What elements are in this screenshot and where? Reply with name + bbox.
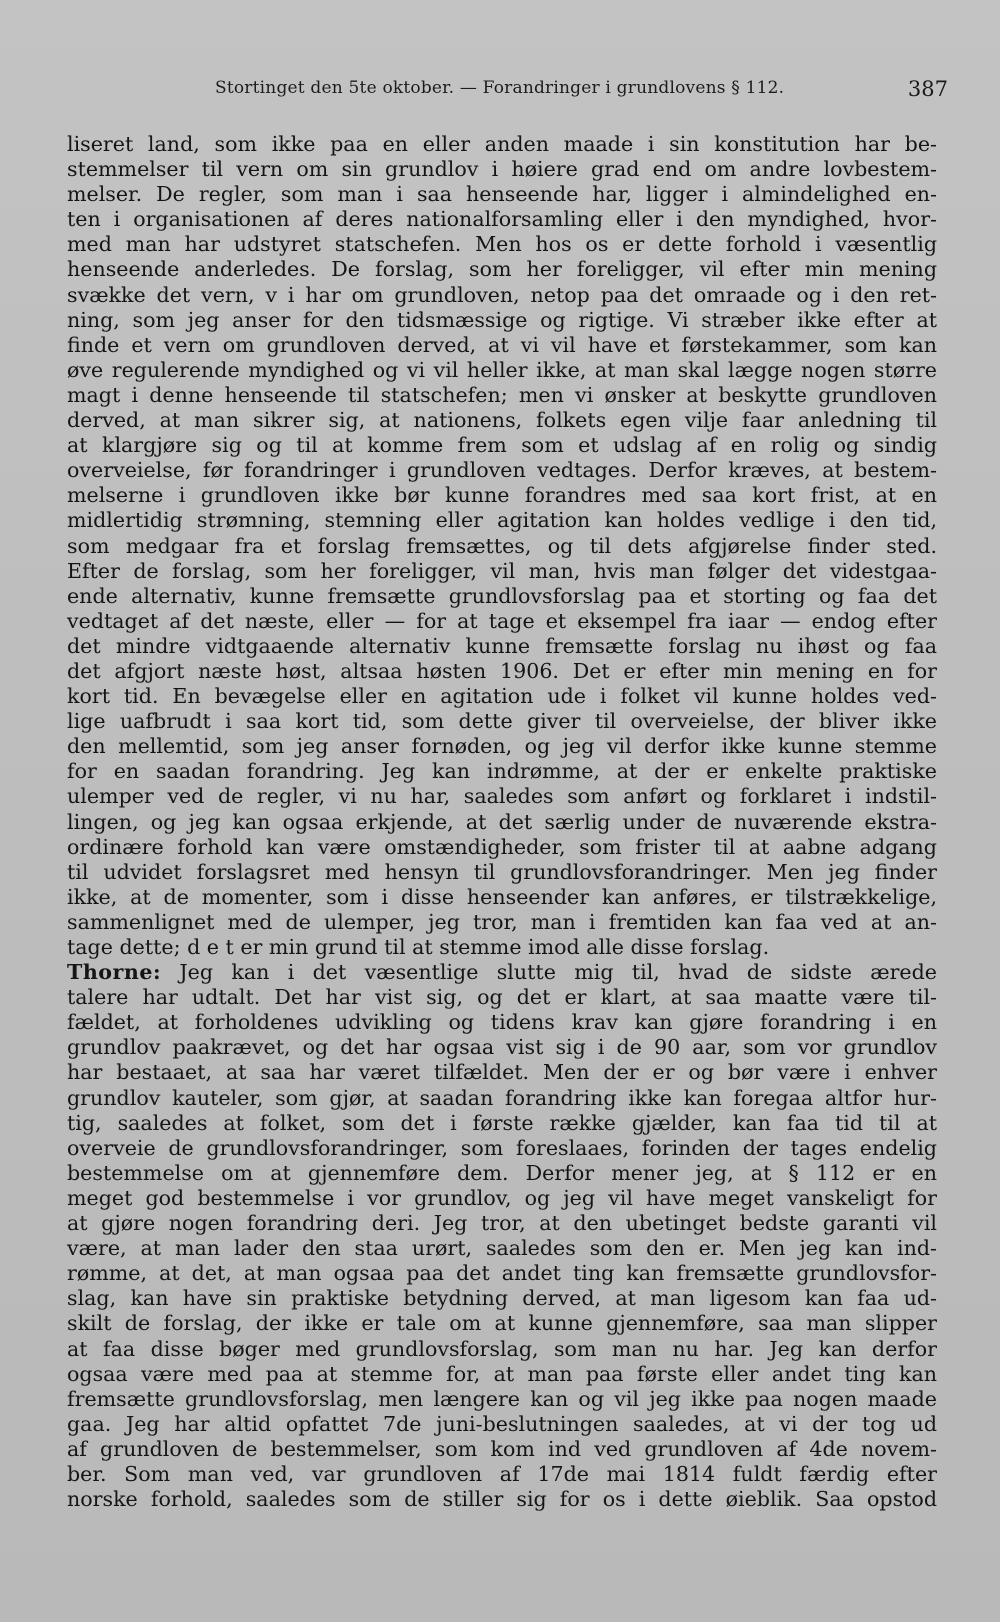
text-line: af grundloven de bestemmelser, som kom ind ved grundloven af 4de novem- bbox=[67, 1436, 937, 1461]
text-line: talere har udtalt. Det har vist sig, og det er klart, at saa maatte være til- bbox=[67, 985, 937, 1010]
body-text bbox=[67, 132, 937, 1512]
text-line: stemmelser til vern om sin grundlov i høiere grad end om andre lovbestem- bbox=[67, 157, 937, 182]
text-line: norske forhold, saaledes som de stiller sig for os i dette øieblik. Saa opstod bbox=[67, 1487, 937, 1512]
text-line: rømme, at det, at man ogsaa paa det andet ting kan fremsætte grundlovsfor- bbox=[67, 1261, 937, 1286]
text-line: overveielse, før forandringer i grundloven vedtages. Derfor kræves, at bestem- bbox=[67, 458, 937, 483]
text-line: at klargjøre sig og til at komme frem som et udslag af en rolig og sindig bbox=[67, 433, 937, 458]
text-line: lige uafbrudt i saa kort tid, som dette giver til overveielse, der bliver ikke bbox=[67, 709, 937, 734]
text-line: ber. Som man ved, var grundloven af 17de mai 1814 fuldt færdig efter bbox=[67, 1461, 937, 1486]
text-line: den mellemtid, som jeg anser fornøden, og jeg vil derfor ikke kunne stemme bbox=[67, 734, 937, 759]
text-line: ogsaa være med paa at stemme for, at man paa første eller andet ting kan bbox=[67, 1361, 937, 1386]
text-line: som medgaar fra et forslag fremsættes, og til dets afgjørelse finder sted. bbox=[67, 533, 937, 558]
text-line: det afgjort næste høst, altsaa høsten 1906. Det er efter min mening en for bbox=[67, 658, 937, 683]
text-line: bestemmelse om at gjennemføre dem. Derfor mener jeg, at § 112 er en bbox=[67, 1160, 937, 1185]
text-line: fældet, at forholdenes udvikling og tidens krav kan gjøre forandring i en bbox=[67, 1010, 937, 1035]
text-line: har bestaaet, at saa har været tilfældet. Men der er og bør være i enhver bbox=[67, 1060, 937, 1085]
running-head bbox=[0, 78, 1000, 110]
text-line: ende alternativ, kunne fremsætte grundlovsforslag paa et storting og faa det bbox=[67, 583, 937, 608]
text-line: øve regulerende myndighed og vi vil heller ikke, at man skal lægge nogen større bbox=[67, 357, 937, 382]
text-line: overveie de grundlovsforandringer, som foreslaaes, forinden der tages endelig bbox=[67, 1135, 937, 1160]
running-title: Stortinget den 5te oktober. — Forandringer i grundlovens § 112. bbox=[215, 78, 785, 98]
text-line: ning, som jeg anser for den tidsmæssige og rigtige. Vi stræber ikke efter at bbox=[67, 307, 937, 332]
text-line: gaa. Jeg har altid opfattet 7de juni-beslutningen saaledes, at vi der tog ud bbox=[67, 1411, 937, 1436]
text-line: til udvidet forslagsret med hensyn til grundlovsforandringer. Men jeg finder bbox=[67, 859, 937, 884]
text-line: at gjøre nogen forandring deri. Jeg tror, at den ubetinget bedste garanti vil bbox=[67, 1211, 937, 1236]
text-line: Jeg kan i det væsentlige slutte mig til, hvad de sidste ærede bbox=[179, 960, 937, 985]
text-line: slag, kan have sin praktiske betydning derved, at man ligesom kan faa ud- bbox=[67, 1286, 937, 1311]
text-line: ten i organisationen af deres nationalforsamling eller i den myndighed, hvor- bbox=[67, 207, 937, 232]
text-line: melser. De regler, som man i saa henseende har, ligger i almindelighed en- bbox=[67, 182, 937, 207]
text-line: lingen, og jeg kan ogsaa erkjende, at det særlig under de nuværende ekstra- bbox=[67, 809, 937, 834]
text-line: ikke, at de momenter, som i disse henseender kan anføres, er tilstrækkelige, bbox=[67, 884, 937, 909]
text-line: grundlov kauteler, som gjør, at saadan forandring ikke kan foregaa altfor hur- bbox=[67, 1085, 937, 1110]
text-line: sammenlignet med de ulemper, jeg tror, man i fremtiden kan faa ved at an- bbox=[67, 909, 937, 934]
text-line: henseende anderledes. De forslag, som her foreligger, vil efter min mening bbox=[67, 257, 937, 282]
speaker-name: Thorne: bbox=[67, 960, 162, 985]
text-line: det mindre vidtgaaende alternativ kunne fremsætte forslag nu ihøst og faa bbox=[67, 633, 937, 658]
text-line: ulemper ved de regler, vi nu har, saaledes som anført og forklaret i indstil- bbox=[67, 784, 937, 809]
text-line: magt i denne henseende til statschefen; men vi ønsker at beskytte grundloven bbox=[67, 382, 937, 407]
text-line: melserne i grundloven ikke bør kunne forandres med saa kort frist, at en bbox=[67, 483, 937, 508]
text-line: vedtaget af det næste, eller — for at tage et eksempel fra iaar — endog efter bbox=[67, 608, 937, 633]
text-line: liseret land, som ikke paa en eller anden maade i sin konstitution har be- bbox=[67, 132, 937, 156]
text-line: ordinære forhold kan være omstændigheder, som frister til at aabne adgang bbox=[67, 834, 937, 859]
text-line: grundlov paakrævet, og det har ogsaa vist sig i de 90 aar, som vor grundlov bbox=[67, 1035, 937, 1060]
text-line: midlertidig strømning, stemning eller agitation kan holdes vedlige i den tid, bbox=[67, 508, 937, 533]
text-line: med man har udstyret statschefen. Men hos os er dette forhold i væsentlig bbox=[67, 232, 937, 257]
text-line: derved, at man sikrer sig, at nationens, folkets egen vilje faar anledning til bbox=[67, 408, 937, 433]
text-line: kort tid. En bevægelse eller en agitation ude i folket vil kunne holdes ved- bbox=[67, 684, 937, 709]
text-line: finde et vern om grundloven derved, at vi vil have et førstekammer, som kan bbox=[67, 332, 937, 357]
text-line: tig, saaledes at folket, som det i første række gjælder, kan faa tid til at bbox=[67, 1110, 937, 1135]
text-line: at faa disse bøger med grundlovsforslag, som man nu har. Jeg kan derfor bbox=[67, 1336, 937, 1361]
speaker-line bbox=[67, 960, 937, 985]
text-line: skilt de forslag, der ikke er tale om at kunne gjennemføre, saa man slipper bbox=[67, 1311, 937, 1336]
text-line: være, at man lader den staa urørt, saaledes som den er. Men jeg kan ind- bbox=[67, 1236, 937, 1261]
page-number: 387 bbox=[907, 77, 948, 101]
text-line: for en saadan forandring. Jeg kan indrømme, at der er enkelte praktiske bbox=[67, 759, 937, 784]
text-line: meget god bestemmelse i vor grundlov, og jeg vil have meget vanskeligt for bbox=[67, 1185, 937, 1210]
text-line: tage dette; d e t er min grund til at stemme imod alle disse forslag. bbox=[67, 935, 770, 959]
text-line: Efter de forslag, som her foreligger, vil man, hvis man følger det videstgaa- bbox=[67, 558, 937, 583]
text-line: fremsætte grundlovsforslag, men længere kan og vil jeg ikke paa nogen maade bbox=[67, 1386, 937, 1411]
text-line: svække det vern, v i har om grundloven, netop paa det omraade og i den ret- bbox=[67, 282, 937, 307]
